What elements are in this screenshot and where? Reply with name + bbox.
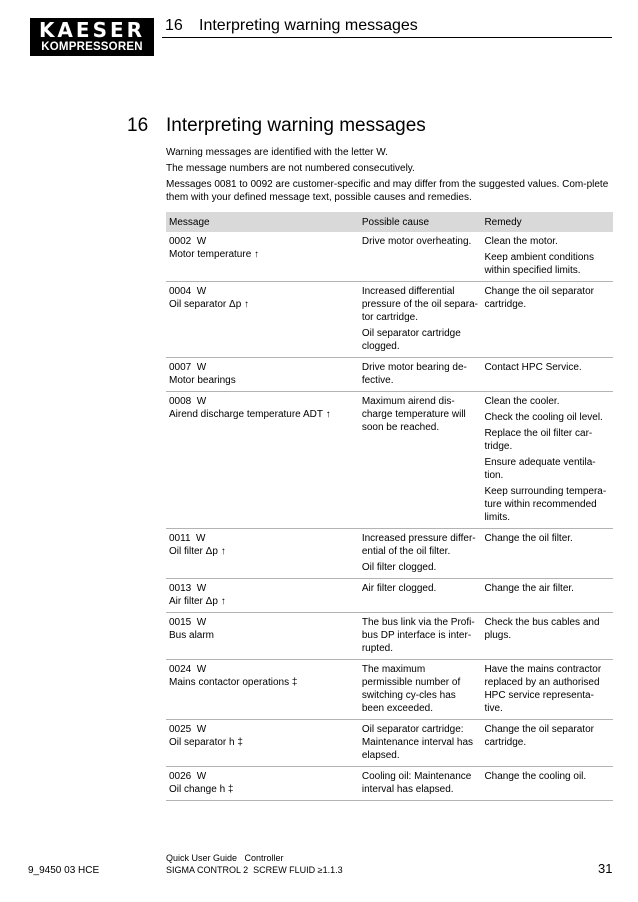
table-row bbox=[166, 358, 613, 392]
remedy-cell bbox=[481, 232, 613, 282]
message-cell bbox=[166, 392, 359, 529]
table-row bbox=[166, 579, 613, 613]
message-code: 0025 W bbox=[169, 724, 207, 735]
remedy-text: Change the oil separator cartridge. bbox=[484, 286, 594, 310]
message-name: Airend discharge temperature ADT ↑ bbox=[169, 409, 331, 420]
message-code: 0004 W bbox=[169, 286, 207, 297]
intro-paragraph: Messages 0081 to 0092 are customer-specific and may differ from the suggested values. Com-plete them with your defined message text, possible causes and remedies. bbox=[166, 179, 609, 203]
remedy-cell bbox=[481, 579, 613, 613]
cause-text: Increased differential pressure of the oil separa-tor cartridge. bbox=[361, 286, 479, 323]
message-name: Oil separator h ‡ bbox=[169, 737, 243, 748]
kaeser-logo bbox=[30, 18, 154, 56]
message-name: Motor bearings bbox=[169, 375, 236, 386]
cause-text: Oil separator cartridge clogged. bbox=[361, 328, 461, 352]
header-rule bbox=[162, 37, 612, 38]
remedy-cell bbox=[481, 613, 613, 660]
document-code: 9_9450 03 HCE bbox=[28, 865, 100, 876]
remedy-cell bbox=[481, 660, 613, 720]
remedy-text: Keep ambient conditions within specified limits. bbox=[484, 252, 594, 276]
cause-text: The maximum permissible number of switching cy-cles has been exceeded. bbox=[361, 664, 461, 714]
cause-cell bbox=[359, 660, 482, 720]
cause-text: Oil filter clogged. bbox=[361, 562, 437, 573]
footer-guide-line: SIGMA CONTROL 2 SCREW FLUID ≥1.1.3 bbox=[166, 865, 343, 875]
header-possible-cause: Possible cause bbox=[359, 212, 482, 232]
cause-cell bbox=[359, 613, 482, 660]
intro-paragraph: The message numbers are not numbered consecutively. bbox=[166, 163, 415, 174]
message-code: 0024 W bbox=[169, 664, 207, 675]
intro-paragraph: Warning messages are identified with the letter W. bbox=[166, 147, 388, 158]
remedy-cell bbox=[481, 358, 613, 392]
cause-text: Drive motor overheating. bbox=[361, 236, 472, 247]
running-header bbox=[165, 16, 418, 36]
table-row bbox=[166, 392, 613, 529]
footer-guide-line: Quick User Guide Controller bbox=[166, 853, 284, 863]
cause-cell bbox=[359, 767, 482, 801]
remedy-cell bbox=[481, 392, 613, 529]
message-cell bbox=[166, 232, 359, 282]
message-cell bbox=[166, 613, 359, 660]
message-name: Motor temperature ↑ bbox=[169, 249, 260, 260]
message-cell bbox=[166, 579, 359, 613]
message-code: 0015 W bbox=[169, 617, 207, 628]
intro-text bbox=[166, 146, 614, 207]
header-number: 16 bbox=[165, 17, 183, 34]
remedy-text: Check the bus cables and plugs. bbox=[484, 617, 600, 641]
message-code: 0002 W bbox=[169, 236, 207, 247]
logo-line-2: KOMPRESSOREN bbox=[41, 41, 143, 53]
message-name: Oil change h ‡ bbox=[169, 784, 234, 795]
remedy-text: Check the cooling oil level. bbox=[484, 412, 603, 423]
cause-text: Maximum airend dis-charge temperature will soon be reached. bbox=[361, 396, 466, 433]
remedy-cell bbox=[481, 529, 613, 579]
cause-text: Oil separator cartridge: Maintenance interval has elapsed. bbox=[361, 724, 474, 761]
table-row bbox=[166, 767, 613, 801]
cause-text: Increased pressure differ-ential of the oil filter. bbox=[361, 533, 476, 557]
message-code: 0007 W bbox=[169, 362, 207, 373]
chapter-heading bbox=[127, 114, 426, 138]
message-name: Oil separator Δp ↑ bbox=[169, 299, 250, 310]
cause-cell bbox=[359, 579, 482, 613]
footer-guide bbox=[166, 852, 343, 876]
message-code: 0011 W bbox=[169, 533, 206, 544]
message-cell bbox=[166, 720, 359, 767]
remedy-text: Change the oil separator cartridge. bbox=[484, 724, 594, 748]
remedy-text: Change the air filter. bbox=[484, 583, 574, 594]
message-name: Mains contactor operations ‡ bbox=[169, 677, 298, 688]
remedy-text: Contact HPC Service. bbox=[484, 362, 582, 373]
message-code: 0026 W bbox=[169, 771, 207, 782]
cause-cell bbox=[359, 282, 482, 358]
cause-text: Cooling oil: Maintenance interval has elapsed. bbox=[361, 771, 472, 795]
message-cell bbox=[166, 767, 359, 801]
remedy-text: Change the oil filter. bbox=[484, 533, 573, 544]
table-row bbox=[166, 282, 613, 358]
message-cell bbox=[166, 529, 359, 579]
cause-cell bbox=[359, 392, 482, 529]
chapter-number: 16 bbox=[127, 115, 149, 136]
remedy-text: Replace the oil filter car-tridge. bbox=[484, 428, 593, 452]
table-row bbox=[166, 232, 613, 282]
logo-line-1: KAESER bbox=[38, 18, 146, 42]
cause-text: Air filter clogged. bbox=[361, 583, 437, 594]
message-code: 0008 W bbox=[169, 396, 207, 407]
header-message: Message bbox=[166, 212, 359, 232]
remedy-text: Keep surrounding tempera-ture within recommended limits. bbox=[484, 486, 607, 523]
table-row bbox=[166, 613, 613, 660]
header-title-text: Interpreting warning messages bbox=[199, 17, 418, 34]
table-row bbox=[166, 660, 613, 720]
cause-cell bbox=[359, 529, 482, 579]
message-code: 0013 W bbox=[169, 583, 207, 594]
message-name: Oil filter Δp ↑ bbox=[169, 546, 226, 557]
chapter-title: Interpreting warning messages bbox=[166, 115, 426, 136]
remedy-text: Ensure adequate ventila-tion. bbox=[484, 457, 596, 481]
cause-text: The bus link via the Profi-bus DP interface is inter-rupted. bbox=[361, 617, 475, 654]
message-cell bbox=[166, 660, 359, 720]
warning-messages-table bbox=[166, 212, 613, 801]
remedy-cell bbox=[481, 282, 613, 358]
remedy-text: Change the cooling oil. bbox=[484, 771, 587, 782]
table-row bbox=[166, 720, 613, 767]
remedy-text: Clean the cooler. bbox=[484, 396, 560, 407]
page-number: 31 bbox=[598, 861, 613, 876]
message-name: Bus alarm bbox=[169, 630, 215, 641]
remedy-cell bbox=[481, 767, 613, 801]
remedy-text: Have the mains contractor replaced by an authorised HPC service representa-tive. bbox=[484, 664, 602, 714]
table-body bbox=[166, 232, 613, 801]
remedy-cell bbox=[481, 720, 613, 767]
table-header-row bbox=[166, 212, 613, 232]
message-cell bbox=[166, 358, 359, 392]
table-row bbox=[166, 529, 613, 579]
cause-cell bbox=[359, 720, 482, 767]
remedy-text: Clean the motor. bbox=[484, 236, 558, 247]
cause-cell bbox=[359, 232, 482, 282]
message-name: Air filter Δp ↑ bbox=[169, 596, 226, 607]
header-remedy: Remedy bbox=[481, 212, 613, 232]
cause-cell bbox=[359, 358, 482, 392]
message-cell bbox=[166, 282, 359, 358]
cause-text: Drive motor bearing de-fective. bbox=[361, 362, 467, 386]
